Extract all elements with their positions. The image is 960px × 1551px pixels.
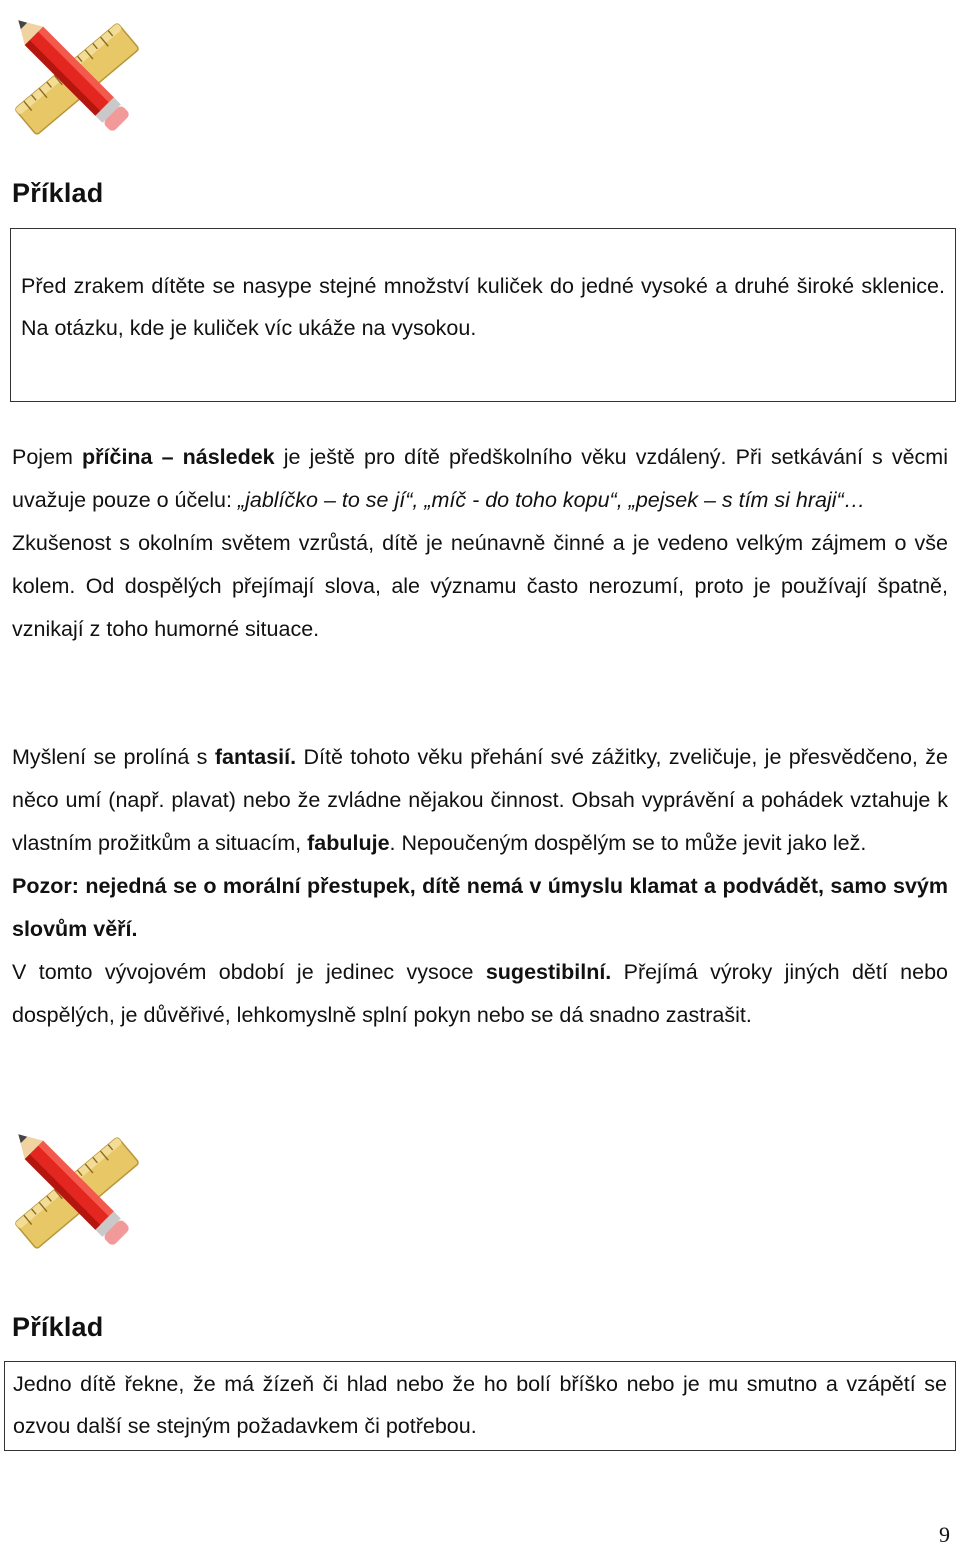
example-box bbox=[4, 1361, 956, 1451]
text-run: Při setkávání s věcmi uvažuje pouze o účelu: bbox=[12, 445, 948, 512]
paragraph-line bbox=[12, 436, 948, 522]
text-run: V tomto vývojovém období je jedinec vysoce bbox=[12, 960, 486, 984]
paragraph-cause-effect bbox=[12, 436, 948, 651]
bold-dash: – bbox=[152, 445, 183, 469]
warning-text bbox=[12, 865, 948, 951]
bold-term: sugestibilní. bbox=[485, 960, 612, 984]
pencil-ruler-icon bbox=[2, 4, 152, 154]
paragraph-line: Zkušenost s okolním světem vzrůstá, dítě je neúnavně činné a je vedeno velkým zájmem o vše kolem. Od dospělých přejímají slova, ale významu často nerozumí, proto je používají špatně, vznikají z toho humorné situace. bbox=[12, 531, 948, 641]
example-text: Jedno dítě řekne, že má žízeň či hlad nebo že ho bolí bříško nebo je mu smutno a vzápětí se ozvou další se stejným požadavkem či potřebou. bbox=[13, 1372, 947, 1438]
example-heading: Příklad bbox=[12, 1312, 104, 1342]
text-run: Myšlení se prolíná s bbox=[12, 745, 215, 769]
example-heading: Příklad bbox=[12, 178, 104, 208]
bold-term: fabuluje bbox=[307, 831, 390, 855]
page-number: 9 bbox=[939, 1522, 950, 1547]
bold-term: příčina bbox=[82, 445, 153, 469]
text-run: je ještě pro dítě předškolního věku vzdálený. bbox=[274, 445, 727, 469]
text-run: Přejímá výroky jiných dětí nebo dospělých, je důvěřivé, lehkomyslně splní pokyn nebo se dá snadno zastrašit. bbox=[12, 960, 949, 1027]
pencil-ruler-icon bbox=[2, 1118, 152, 1268]
example-box bbox=[10, 228, 956, 402]
text-run: Dítě tohoto věku přehání své zážitky, zveličuje, je přesvědčeno, že něco umí (např. plavat) nebo že zvládne nějakou činnost. Obsah vyprávění a pohádek vztahuje k vlastním prožitkům a situacím, bbox=[12, 745, 948, 855]
paragraph-fantasy bbox=[12, 736, 948, 1037]
paragraph-line bbox=[12, 951, 948, 1037]
text-run: Pojem bbox=[12, 445, 83, 469]
paragraph-line bbox=[12, 736, 948, 865]
text-run: . Nepoučeným dospělým se to může jevit jako lež. bbox=[389, 831, 867, 855]
italic-quote: „jablíčko – to se jí“, „míč - do toho kopu“, „pejsek – s tím si hraji“… bbox=[237, 488, 866, 512]
bold-warning: Pozor: nejedná se o morální přestupek, dítě nemá v úmyslu klamat a podvádět, samo svým slovům věří. bbox=[12, 874, 948, 941]
bold-term: následek bbox=[182, 445, 275, 469]
example-text: Před zrakem dítěte se nasype stejné množství kuliček do jedné vysoké a druhé široké sklenice. Na otázku, kde je kuliček víc ukáže na vysokou. bbox=[21, 274, 945, 340]
bold-term: fantasií. bbox=[214, 745, 297, 769]
